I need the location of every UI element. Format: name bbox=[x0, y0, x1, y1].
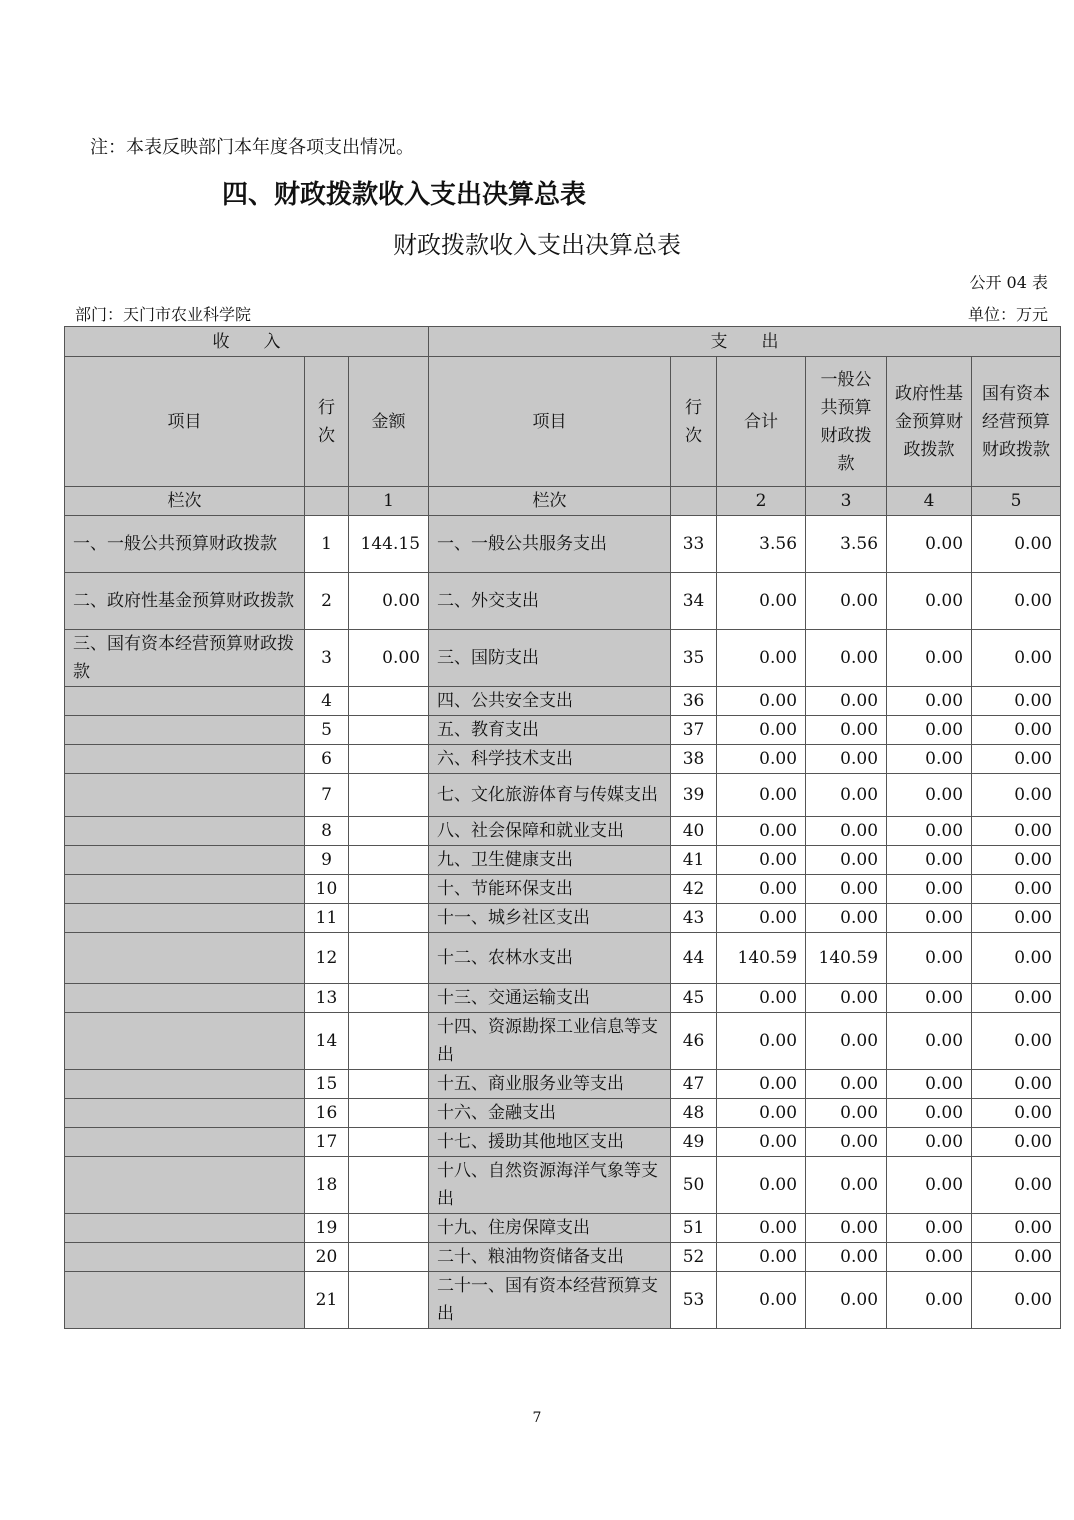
state-capital-cell: 0.00 bbox=[972, 817, 1061, 846]
income-item-header: 项目 bbox=[65, 357, 305, 487]
table-row bbox=[65, 516, 1061, 573]
expense-item-cell: 二十一、国有资本经营预算支出 bbox=[429, 1272, 671, 1329]
expense-row-no-cell: 35 bbox=[671, 630, 717, 687]
state-capital-cell: 0.00 bbox=[972, 933, 1061, 984]
income-row-no-cell: 16 bbox=[305, 1099, 349, 1128]
income-item-cell bbox=[65, 1243, 305, 1272]
expense-item-cell: 十五、商业服务业等支出 bbox=[429, 1070, 671, 1099]
expense-item-cell: 十七、援助其他地区支出 bbox=[429, 1128, 671, 1157]
income-amount-cell bbox=[349, 745, 429, 774]
table-row bbox=[65, 1128, 1061, 1157]
state-capital-cell: 0.00 bbox=[972, 1099, 1061, 1128]
fund-budget-cell: 0.00 bbox=[887, 1272, 972, 1329]
expense-item-cell: 四、公共安全支出 bbox=[429, 687, 671, 716]
column-index-4: 4 bbox=[887, 487, 972, 516]
state-capital-cell: 0.00 bbox=[972, 1128, 1061, 1157]
expense-row-no-cell: 52 bbox=[671, 1243, 717, 1272]
table-row bbox=[65, 875, 1061, 904]
income-row-no-cell: 6 bbox=[305, 745, 349, 774]
general-budget-cell: 0.00 bbox=[806, 1214, 887, 1243]
expense-row-no-cell: 47 bbox=[671, 1070, 717, 1099]
general-budget-cell: 0.00 bbox=[806, 630, 887, 687]
general-budget-cell: 0.00 bbox=[806, 745, 887, 774]
table-row bbox=[65, 1099, 1061, 1128]
income-item-cell bbox=[65, 687, 305, 716]
state-capital-cell: 0.00 bbox=[972, 904, 1061, 933]
income-amount-cell: 144.15 bbox=[349, 516, 429, 573]
table-row bbox=[65, 1070, 1061, 1099]
income-item-cell bbox=[65, 817, 305, 846]
total-cell: 0.00 bbox=[717, 1214, 806, 1243]
expense-item-cell: 七、文化旅游体育与传媒支出 bbox=[429, 774, 671, 817]
column-index-3: 3 bbox=[806, 487, 887, 516]
income-amount-cell bbox=[349, 1099, 429, 1128]
income-amount-cell bbox=[349, 817, 429, 846]
income-amount-cell bbox=[349, 1070, 429, 1099]
income-item-cell: 二、政府性基金预算财政拨款 bbox=[65, 573, 305, 630]
fund-budget-cell: 0.00 bbox=[887, 573, 972, 630]
income-amount-cell bbox=[349, 933, 429, 984]
income-row-no-cell: 20 bbox=[305, 1243, 349, 1272]
income-row-no-cell: 3 bbox=[305, 630, 349, 687]
income-row-no-cell: 14 bbox=[305, 1013, 349, 1070]
total-cell: 0.00 bbox=[717, 1157, 806, 1214]
general-budget-cell: 0.00 bbox=[806, 904, 887, 933]
total-cell: 0.00 bbox=[717, 875, 806, 904]
fund-budget-cell: 0.00 bbox=[887, 1128, 972, 1157]
expense-row-no-cell: 44 bbox=[671, 933, 717, 984]
state-capital-cell: 0.00 bbox=[972, 573, 1061, 630]
general-budget-cell: 0.00 bbox=[806, 1013, 887, 1070]
total-cell: 0.00 bbox=[717, 846, 806, 875]
fund-budget-cell: 0.00 bbox=[887, 1013, 972, 1070]
income-amount-cell bbox=[349, 1157, 429, 1214]
column-index-empty-2 bbox=[671, 487, 717, 516]
income-amount-cell bbox=[349, 1243, 429, 1272]
column-index-row bbox=[65, 487, 1061, 516]
general-budget-cell: 0.00 bbox=[806, 817, 887, 846]
total-header: 合计 bbox=[717, 357, 806, 487]
general-budget-header: 一般公共预算财政拨款 bbox=[806, 357, 887, 487]
income-item-cell bbox=[65, 1128, 305, 1157]
income-header: 收 入 bbox=[65, 327, 429, 357]
income-row-no-cell: 12 bbox=[305, 933, 349, 984]
income-row-no-cell: 8 bbox=[305, 817, 349, 846]
expense-row-no-cell: 40 bbox=[671, 817, 717, 846]
income-item-cell bbox=[65, 1214, 305, 1243]
general-budget-cell: 0.00 bbox=[806, 1243, 887, 1272]
income-item-cell bbox=[65, 875, 305, 904]
state-capital-cell: 0.00 bbox=[972, 745, 1061, 774]
income-item-cell: 一、一般公共预算财政拨款 bbox=[65, 516, 305, 573]
fund-budget-cell: 0.00 bbox=[887, 630, 972, 687]
income-row-no-cell: 19 bbox=[305, 1214, 349, 1243]
table-row bbox=[65, 716, 1061, 745]
expense-item-cell: 十二、农林水支出 bbox=[429, 933, 671, 984]
general-budget-cell: 3.56 bbox=[806, 516, 887, 573]
general-budget-cell: 0.00 bbox=[806, 1099, 887, 1128]
income-item-cell bbox=[65, 1157, 305, 1214]
income-item-cell bbox=[65, 1272, 305, 1329]
fund-budget-cell: 0.00 bbox=[887, 846, 972, 875]
total-cell: 3.56 bbox=[717, 516, 806, 573]
income-row-no-cell: 9 bbox=[305, 846, 349, 875]
fund-budget-cell: 0.00 bbox=[887, 1243, 972, 1272]
table-row bbox=[65, 904, 1061, 933]
general-budget-cell: 0.00 bbox=[806, 774, 887, 817]
budget-table bbox=[64, 326, 1061, 1329]
income-amount-cell bbox=[349, 904, 429, 933]
table-note: 注：本表反映部门本年度各项支出情况。 bbox=[90, 137, 414, 158]
table-row bbox=[65, 630, 1061, 687]
expense-item-cell: 二、外交支出 bbox=[429, 573, 671, 630]
total-cell: 140.59 bbox=[717, 933, 806, 984]
expense-item-cell: 三、国防支出 bbox=[429, 630, 671, 687]
table-row bbox=[65, 933, 1061, 984]
expense-row-no-cell: 37 bbox=[671, 716, 717, 745]
table-row bbox=[65, 817, 1061, 846]
fund-budget-cell: 0.00 bbox=[887, 1214, 972, 1243]
expense-item-cell: 十六、金融支出 bbox=[429, 1099, 671, 1128]
income-row-no-cell: 4 bbox=[305, 687, 349, 716]
income-row-no-cell: 5 bbox=[305, 716, 349, 745]
income-item-cell bbox=[65, 1013, 305, 1070]
income-item-cell: 三、国有资本经营预算财政拨款 bbox=[65, 630, 305, 687]
column-index-label-2: 栏次 bbox=[429, 487, 671, 516]
table-row bbox=[65, 1214, 1061, 1243]
expense-row-no-cell: 48 bbox=[671, 1099, 717, 1128]
general-budget-cell: 0.00 bbox=[806, 984, 887, 1013]
state-capital-header: 国有资本经营预算财政拨款 bbox=[972, 357, 1061, 487]
table-title: 财政拨款收入支出决算总表 bbox=[393, 231, 681, 259]
income-item-cell bbox=[65, 774, 305, 817]
income-item-cell bbox=[65, 904, 305, 933]
income-item-cell bbox=[65, 1099, 305, 1128]
expense-row-no-cell: 53 bbox=[671, 1272, 717, 1329]
expense-header: 支 出 bbox=[429, 327, 1061, 357]
expense-row-no-cell: 46 bbox=[671, 1013, 717, 1070]
fund-budget-cell: 0.00 bbox=[887, 716, 972, 745]
state-capital-cell: 0.00 bbox=[972, 687, 1061, 716]
income-amount-cell bbox=[349, 774, 429, 817]
section-title: 四、财政拨款收入支出决算总表 bbox=[222, 180, 587, 210]
table-row bbox=[65, 846, 1061, 875]
expense-row-no-cell: 33 bbox=[671, 516, 717, 573]
expense-item-cell: 六、科学技术支出 bbox=[429, 745, 671, 774]
fund-budget-cell: 0.00 bbox=[887, 745, 972, 774]
expense-row-no-cell: 39 bbox=[671, 774, 717, 817]
income-amount-cell: 0.00 bbox=[349, 630, 429, 687]
table-row bbox=[65, 984, 1061, 1013]
expense-item-cell: 五、教育支出 bbox=[429, 716, 671, 745]
column-index-5: 5 bbox=[972, 487, 1061, 516]
expense-item-cell: 十九、住房保障支出 bbox=[429, 1214, 671, 1243]
state-capital-cell: 0.00 bbox=[972, 630, 1061, 687]
expense-item-cell: 十、节能环保支出 bbox=[429, 875, 671, 904]
fund-budget-header: 政府性基金预算财政拨款 bbox=[887, 357, 972, 487]
income-row-no-cell: 10 bbox=[305, 875, 349, 904]
expense-row-no-cell: 38 bbox=[671, 745, 717, 774]
expense-row-no-cell: 50 bbox=[671, 1157, 717, 1214]
expense-item-cell: 十一、城乡社区支出 bbox=[429, 904, 671, 933]
income-amount-cell bbox=[349, 875, 429, 904]
income-item-cell bbox=[65, 846, 305, 875]
expense-item-cell: 十四、资源勘探工业信息等支出 bbox=[429, 1013, 671, 1070]
income-item-cell bbox=[65, 1070, 305, 1099]
total-cell: 0.00 bbox=[717, 630, 806, 687]
general-budget-cell: 0.00 bbox=[806, 1128, 887, 1157]
expense-item-cell: 二十、粮油物资储备支出 bbox=[429, 1243, 671, 1272]
income-row-no-cell: 17 bbox=[305, 1128, 349, 1157]
expense-row-no-cell: 36 bbox=[671, 687, 717, 716]
income-row-no-cell: 21 bbox=[305, 1272, 349, 1329]
column-index-2: 2 bbox=[717, 487, 806, 516]
expense-item-cell: 八、社会保障和就业支出 bbox=[429, 817, 671, 846]
total-cell: 0.00 bbox=[717, 984, 806, 1013]
total-cell: 0.00 bbox=[717, 1128, 806, 1157]
expense-row-no-cell: 49 bbox=[671, 1128, 717, 1157]
income-amount-header: 金额 bbox=[349, 357, 429, 487]
fund-budget-cell: 0.00 bbox=[887, 687, 972, 716]
expense-row-no-cell: 43 bbox=[671, 904, 717, 933]
income-amount-cell bbox=[349, 984, 429, 1013]
column-index-1: 1 bbox=[349, 487, 429, 516]
income-row-no-cell: 7 bbox=[305, 774, 349, 817]
total-cell: 0.00 bbox=[717, 1243, 806, 1272]
income-amount-cell bbox=[349, 716, 429, 745]
fund-budget-cell: 0.00 bbox=[887, 774, 972, 817]
income-amount-cell bbox=[349, 846, 429, 875]
income-row-no-header: 行次 bbox=[305, 357, 349, 487]
fund-budget-cell: 0.00 bbox=[887, 1157, 972, 1214]
general-budget-cell: 0.00 bbox=[806, 1157, 887, 1214]
income-amount-cell: 0.00 bbox=[349, 573, 429, 630]
total-cell: 0.00 bbox=[717, 1013, 806, 1070]
table-row bbox=[65, 1157, 1061, 1214]
general-budget-cell: 140.59 bbox=[806, 933, 887, 984]
general-budget-cell: 0.00 bbox=[806, 846, 887, 875]
total-cell: 0.00 bbox=[717, 1099, 806, 1128]
page-number: 7 bbox=[532, 1410, 542, 1426]
income-amount-cell bbox=[349, 1128, 429, 1157]
fund-budget-cell: 0.00 bbox=[887, 817, 972, 846]
expense-row-no-cell: 42 bbox=[671, 875, 717, 904]
unit-label: 单位：万元 bbox=[967, 305, 1048, 324]
total-cell: 0.00 bbox=[717, 1272, 806, 1329]
total-cell: 0.00 bbox=[717, 573, 806, 630]
general-budget-cell: 0.00 bbox=[806, 1070, 887, 1099]
income-item-cell bbox=[65, 933, 305, 984]
table-row bbox=[65, 745, 1061, 774]
general-budget-cell: 0.00 bbox=[806, 1272, 887, 1329]
total-cell: 0.00 bbox=[717, 817, 806, 846]
fund-budget-cell: 0.00 bbox=[887, 1099, 972, 1128]
income-row-no-cell: 2 bbox=[305, 573, 349, 630]
expense-row-no-cell: 34 bbox=[671, 573, 717, 630]
fund-budget-cell: 0.00 bbox=[887, 904, 972, 933]
expense-item-cell: 十三、交通运输支出 bbox=[429, 984, 671, 1013]
fund-budget-cell: 0.00 bbox=[887, 1070, 972, 1099]
table-row bbox=[65, 1013, 1061, 1070]
header-row-columns bbox=[65, 357, 1061, 487]
column-index-empty bbox=[305, 487, 349, 516]
state-capital-cell: 0.00 bbox=[972, 1272, 1061, 1329]
expense-row-no-cell: 45 bbox=[671, 984, 717, 1013]
state-capital-cell: 0.00 bbox=[972, 1070, 1061, 1099]
table-row bbox=[65, 774, 1061, 817]
state-capital-cell: 0.00 bbox=[972, 984, 1061, 1013]
total-cell: 0.00 bbox=[717, 687, 806, 716]
state-capital-cell: 0.00 bbox=[972, 774, 1061, 817]
income-amount-cell bbox=[349, 1214, 429, 1243]
income-row-no-cell: 11 bbox=[305, 904, 349, 933]
state-capital-cell: 0.00 bbox=[972, 1243, 1061, 1272]
state-capital-cell: 0.00 bbox=[972, 875, 1061, 904]
total-cell: 0.00 bbox=[717, 904, 806, 933]
general-budget-cell: 0.00 bbox=[806, 687, 887, 716]
state-capital-cell: 0.00 bbox=[972, 1157, 1061, 1214]
expense-item-cell: 十八、自然资源海洋气象等支出 bbox=[429, 1157, 671, 1214]
income-amount-cell bbox=[349, 1272, 429, 1329]
state-capital-cell: 0.00 bbox=[972, 1013, 1061, 1070]
header-row-top bbox=[65, 327, 1061, 357]
income-row-no-cell: 18 bbox=[305, 1157, 349, 1214]
income-row-no-cell: 1 bbox=[305, 516, 349, 573]
general-budget-cell: 0.00 bbox=[806, 573, 887, 630]
income-row-no-cell: 13 bbox=[305, 984, 349, 1013]
income-item-cell bbox=[65, 745, 305, 774]
table-code: 公开 04 表 bbox=[969, 273, 1048, 292]
total-cell: 0.00 bbox=[717, 745, 806, 774]
table-row bbox=[65, 1243, 1061, 1272]
state-capital-cell: 0.00 bbox=[972, 716, 1061, 745]
column-index-label: 栏次 bbox=[65, 487, 305, 516]
table-row bbox=[65, 573, 1061, 630]
general-budget-cell: 0.00 bbox=[806, 716, 887, 745]
expense-row-no-cell: 41 bbox=[671, 846, 717, 875]
expense-item-cell: 九、卫生健康支出 bbox=[429, 846, 671, 875]
income-amount-cell bbox=[349, 1013, 429, 1070]
income-amount-cell bbox=[349, 687, 429, 716]
department-label: 部门：天门市农业科学院 bbox=[75, 305, 252, 324]
state-capital-cell: 0.00 bbox=[972, 516, 1061, 573]
expense-row-no-header: 行次 bbox=[671, 357, 717, 487]
income-row-no-cell: 15 bbox=[305, 1070, 349, 1099]
income-item-cell bbox=[65, 716, 305, 745]
total-cell: 0.00 bbox=[717, 1070, 806, 1099]
expense-row-no-cell: 51 bbox=[671, 1214, 717, 1243]
fund-budget-cell: 0.00 bbox=[887, 984, 972, 1013]
total-cell: 0.00 bbox=[717, 716, 806, 745]
fund-budget-cell: 0.00 bbox=[887, 516, 972, 573]
general-budget-cell: 0.00 bbox=[806, 875, 887, 904]
total-cell: 0.00 bbox=[717, 774, 806, 817]
expense-item-header: 项目 bbox=[429, 357, 671, 487]
fund-budget-cell: 0.00 bbox=[887, 875, 972, 904]
income-item-cell bbox=[65, 984, 305, 1013]
expense-item-cell: 一、一般公共服务支出 bbox=[429, 516, 671, 573]
state-capital-cell: 0.00 bbox=[972, 846, 1061, 875]
state-capital-cell: 0.00 bbox=[972, 1214, 1061, 1243]
table-row bbox=[65, 1272, 1061, 1329]
fund-budget-cell: 0.00 bbox=[887, 933, 972, 984]
table-row bbox=[65, 687, 1061, 716]
